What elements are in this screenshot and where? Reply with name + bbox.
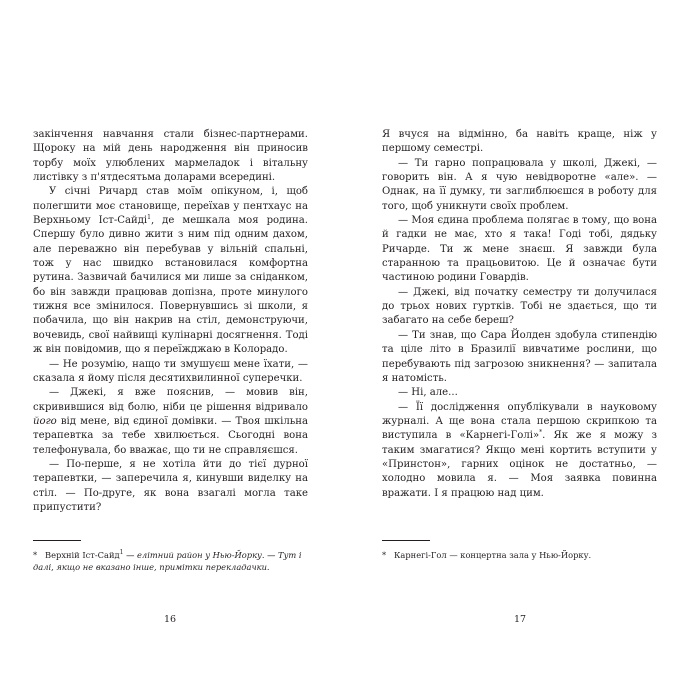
left-page-body [33,128,308,515]
footnote-mark: * [382,550,387,560]
paragraph: — Ти гарно попрацювала у школі, Джекі, — говорить він. А я чую невідворотне «але». — Однак, на її думку, ти заглиблюєшся в роботу для того, щоб уникнути своїх проблем. [382,157,657,212]
paragraph-text: , де мешкала моя родина. Спершу було дивно жити з ним під одним дахом, але переважно він перебував у вільній спальні, тож у нас швидко встановилася комфортна рутина. Зазвичай бачилися ми лише за сніданком, бо він завжди працював допізна, проте минулого тижня все змінилося. Повернувшись зі школи, я побачила, що він накрив на стіл, демонструючи, вочевидь, свої найвищі кулінарні досягнення. Тоді ж він повідомив, що я переїжджаю в Колорадо. [33,215,309,356]
paragraph [33,386,308,458]
footnote-term: Верхній Іст-Сайд [45,550,120,560]
paragraph: — Джекі, від початку семестру ти долучилася до трьох нових гуртків. Тобі не здається, що ти забагато на себе береш? [382,286,657,327]
right-page-body [382,128,657,501]
footnote-text: Карнегі-Гол — концертна зала у Нью-Йорку. [394,550,592,560]
footnote-rule [382,540,430,541]
paragraph-text: від мене, від єдиної домівки. — Твоя шкільна терапевтка за тебе хвилюється. Сьогодні вона телефонувала, бо вважає, що ти не справляєшся. [33,415,308,456]
paragraph [382,401,657,501]
page-number: 16 [163,614,177,625]
italic-word: його [33,415,57,427]
paragraph: закінчення навчання стали бізнес-партнерами. Щороку на мій день народження він приносив торбу моїх улюблених мармеладок і вітальну листівку з п'ятдесятьма доларами всередині. [33,129,308,184]
footnote-italic-note: Тут і далі, якщо не вказано інше, примітки перекладачки. [33,550,302,573]
footnote [382,549,657,561]
paragraph: Я вчуся на відмінно, ба навіть краще, ніж у першому семестрі. [382,129,657,155]
paragraph-text: — Джекі, я вже пояснив, — мовив він, скривившися від болю, ніби це рішення відривало [33,387,308,413]
paragraph: — Не розумію, нащо ти змушуєш мене їхати, — сказала я йому після десятихвилинної суперечки. [33,358,308,384]
paragraph: — По-перше, я не хотіла йти до тієї дурної терапевтки, — заперечила я, кинувши виделку на стіл. — По-друге, як вона взагалі могла таке припустити? [33,458,308,513]
footnote-marker: 1 [119,549,124,556]
paragraph [33,185,308,357]
page-number: 17 [513,614,527,625]
footnote [33,549,308,573]
paragraph: — Моя єдина проблема полягає в тому, що вона й гадки не має, хто я така! Годі тобі, дядьку Ричарде. Ти ж мене знаєш. Я завжди була старанною та працьовитою. Це й означає бути частиною родини Говардів. [382,215,657,284]
paragraph-text: У січні Ричард став моїм опікуном, і, щоб полегшити моє становище, переїхав у пентхаус на Верхньому Іст-Сайді [33,186,308,227]
paragraph-text: — Її дослідження опублікували в науковому журналі. А ще вона стала першою скрипкою та виступила в «Карнегі-Голі» [382,401,657,442]
paragraph: — Ти знав, що Сара Йолден здобула стипендію та ціле літо в Бразилії вивчатиме рослини, що перебувають під загрозою зникнення? — запитала я натомість. [382,329,657,384]
footnote-rule [33,540,81,541]
footnote-text: — елітний район у Нью-Йорку. — [123,550,279,560]
paragraph: — Ні, але... [398,387,458,399]
footnote-marker: * [539,429,543,437]
paragraph-text: . Як же я можу з таким змагатися? Якщо мені кортить вступити у «Принстон», гарних оцінок не достатньо, — холодно мовила я. — Моя заявка повинна вражати. І я працюю над цим. [382,430,657,499]
footnote-marker: 1 [147,214,151,222]
footnote-mark: * [33,550,38,560]
